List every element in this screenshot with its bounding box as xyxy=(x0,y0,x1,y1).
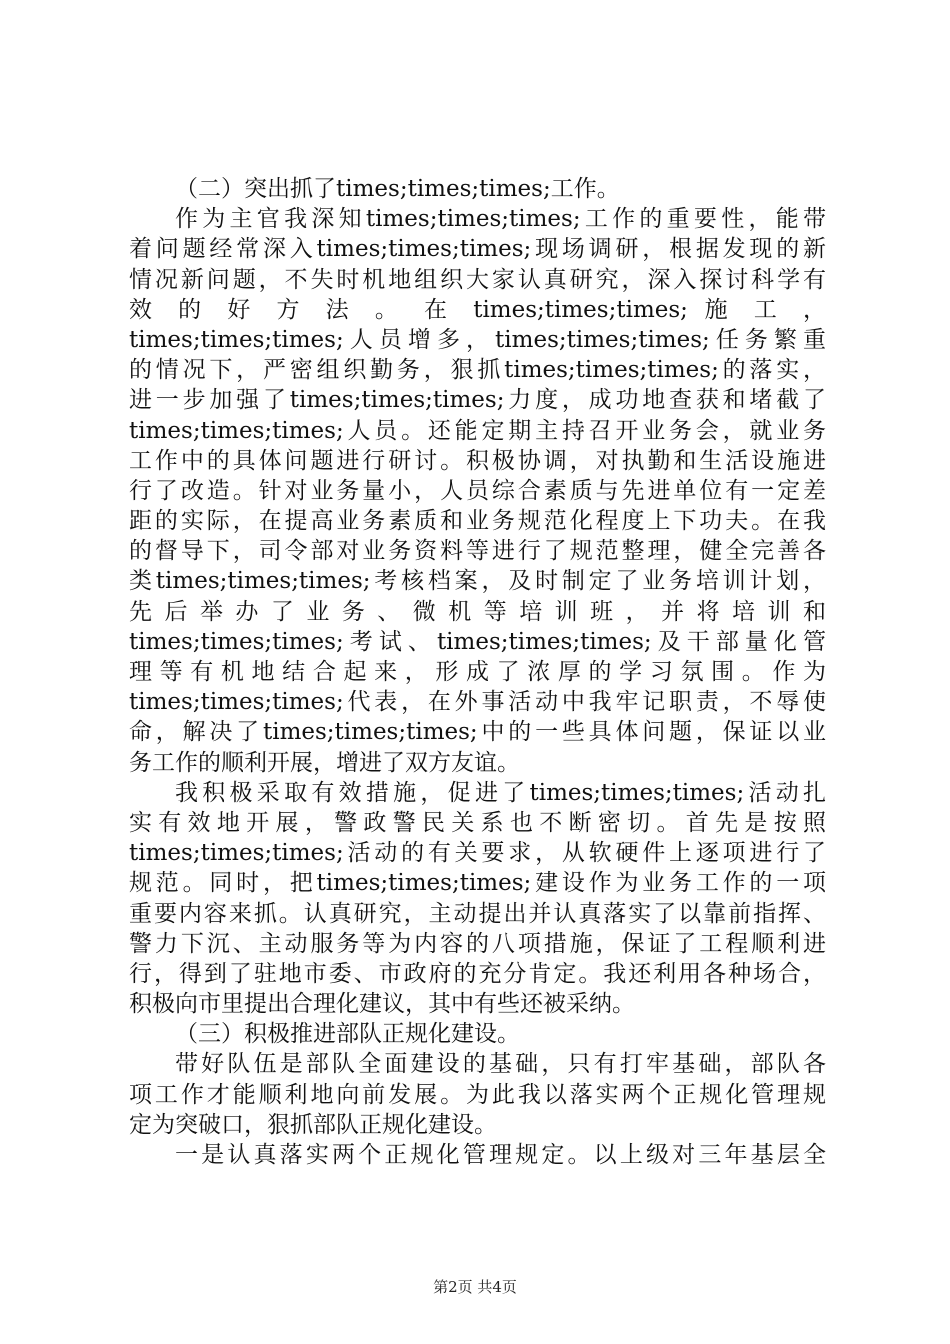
text-line: 作为主官我深知times;times;times;工作的重要性，能带 xyxy=(175,206,826,233)
text-line: 警力下沉、主动服务等为内容的八项措施，保证了工程顺利进 xyxy=(129,930,826,957)
text-line: 行，得到了驻地市委、市政府的充分肯定。我还利用各种场合， xyxy=(129,960,826,987)
text-line: 类times;times;times;考核档案，及时制定了业务培训计划， xyxy=(129,568,826,595)
text-line: 命，解决了times;times;times;中的一些具体问题，保证以业 xyxy=(129,719,826,746)
text-line: 行了改造。针对业务量小，人员综合素质与先进单位有一定差 xyxy=(129,477,826,504)
text-line: 情况新问题，不失时机地组织大家认真研究，深入探讨科学有 xyxy=(129,266,826,293)
text-line: times;times;times;人员增多，times;times;times;任务繁重 xyxy=(129,326,826,353)
section-heading-3: （三）积极推进部队正规化建设。 xyxy=(175,1021,520,1048)
text-line: 积极向市里提出合理化建议，其中有些还被采纳。 xyxy=(129,991,635,1018)
text-line: 规范。同时，把times;times;times;建设作为业务工作的一项 xyxy=(129,870,826,897)
text-line: 实有效地开展，警政警民关系也不断密切。首先是按照 xyxy=(129,809,826,836)
text-line: 的督导下，司令部对业务资料等进行了规范整理，健全完善各 xyxy=(129,538,826,565)
text-line: 先 后 举 办 了 业 务 、 微 机 等 培 训 班 ， 并 将 培 训 和 xyxy=(129,598,826,625)
text-line: times;times;times;人员。还能定期主持召开业务会，就业务 xyxy=(129,417,826,444)
text-line: 进一步加强了times;times;times;力度，成功地查获和堵截了 xyxy=(129,387,826,414)
text-line: times;times;times;考试、times;times;times;及干部量化管 xyxy=(129,628,826,655)
text-line: 一是认真落实两个正规化管理规定。以上级对三年基层全 xyxy=(175,1142,826,1168)
text-line: 带好队伍是部队全面建设的基础，只有打牢基础，部队各 xyxy=(175,1051,826,1078)
text-line: 距的实际，在提高业务素质和业务规范化程度上下功夫。在我 xyxy=(129,508,826,535)
text-line: times;times;times;活动的有关要求，从软硬件上逐项进行了 xyxy=(129,840,826,867)
section-heading-2: （二）突出抓了times;times;times;工作。 xyxy=(175,176,620,202)
text-line: 重要内容来抓。认真研究，主动提出并认真落实了以靠前指挥、 xyxy=(129,900,826,927)
text-line: 务工作的顺利开展，增进了双方友谊。 xyxy=(129,749,520,776)
document-body xyxy=(129,174,826,1170)
text-line: 我积极采取有效措施，促进了times;times;times;活动扎 xyxy=(175,779,826,806)
text-line: 着问题经常深入times;times;times;现场调研，根据发现的新 xyxy=(129,236,826,263)
text-line: 的情况下，严密组织勤务，狠抓times;times;times;的落实， xyxy=(129,357,826,384)
text-line: 理 等 有 机 地 结 合 起 来 ， 形 成 了 浓 厚 的 学 习 氛 围 。 作 为 xyxy=(129,659,826,685)
text-line: 定为突破口，狠抓部队正规化建设。 xyxy=(129,1111,497,1138)
text-line: 效 的 好 方 法 。 在 times;times;times; 施 工 ， xyxy=(129,296,826,323)
page-number-footer: 第2页 共4页 xyxy=(433,1278,517,1296)
text-line: 项工作才能顺利地向前发展。为此我以落实两个正规化管理规 xyxy=(129,1081,826,1108)
text-line: times;times;times;代表，在外事活动中我牢记职责，不辱使 xyxy=(129,689,826,716)
text-line: 工作中的具体问题进行研讨。积极协调，对执勤和生活设施进 xyxy=(129,447,826,474)
